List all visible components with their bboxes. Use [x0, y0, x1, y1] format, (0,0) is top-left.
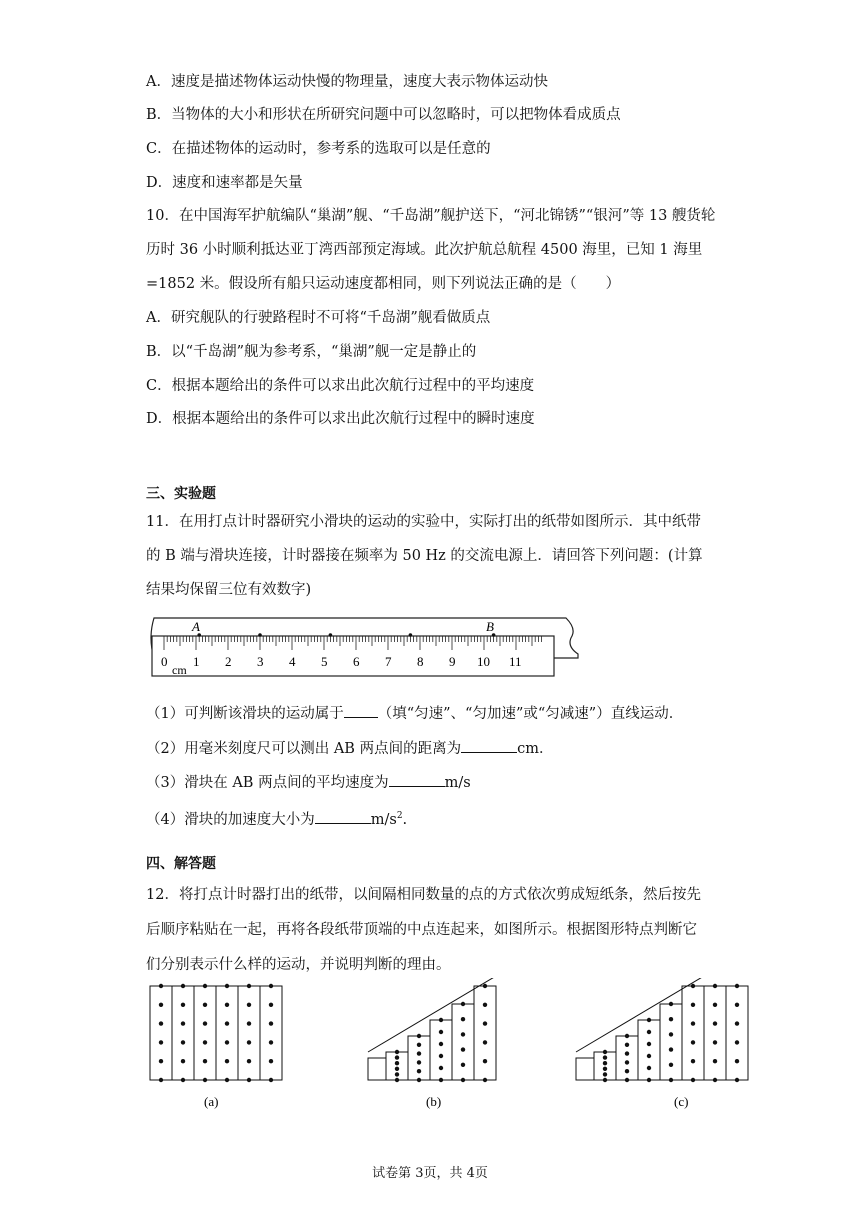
q9-option-b: B．当物体的大小和形状在所研究问题中可以忽略时，可以把物体看成质点 [146, 107, 621, 123]
ruler-unit-label: cm [172, 663, 187, 677]
tape-strip [408, 1036, 430, 1080]
tape-dot [625, 1078, 629, 1082]
tape-dot [439, 1066, 443, 1070]
q10-option-c: C．根据本题给出的条件可以求出此次航行过程中的平均速度 [146, 378, 535, 394]
tape-dot [735, 1040, 739, 1044]
tape-dot [483, 1021, 487, 1025]
tape-dot [225, 1059, 229, 1063]
point-a-label: A [192, 619, 200, 634]
tape-dot [713, 984, 717, 988]
q9-option-c: C．在描述物体的运动时，参考系的选取可以是任意的 [146, 141, 491, 157]
q11-sub4-sup: 2 [396, 811, 403, 821]
tape-strip [474, 986, 496, 1080]
tape-dot [247, 984, 251, 988]
tape-dot [735, 1003, 739, 1007]
q11-sub4-end: . [402, 811, 408, 828]
tape-dot [269, 1003, 273, 1007]
ruler-number: 4 [289, 654, 296, 669]
q11-stem-line3: 结果均保留三位有效数字) [146, 582, 312, 598]
tape-dot [225, 1040, 229, 1044]
tape-dot [669, 1063, 673, 1067]
tape-dot [603, 1050, 607, 1054]
q11-sub2-pre: （2）用毫米刻度尺可以测出 AB 两点间的距离为 [146, 741, 462, 757]
q11-sub3 [146, 772, 471, 793]
tape-dot [713, 1021, 717, 1025]
tape-dot [417, 1060, 421, 1064]
tape-dot [159, 1003, 163, 1007]
ruler-number: 9 [449, 654, 456, 669]
ruler-number: 11 [509, 654, 522, 669]
figure-a-label: (a) [204, 1094, 219, 1109]
tape-dot [439, 1018, 443, 1022]
tape-dot [647, 1042, 651, 1046]
tape-dot [395, 1050, 399, 1054]
q11-stem-line2: 的 B 端与滑块连接，计时器接在频率为 50 Hz 的交流电源上．请回答下列问题：(计算 [146, 548, 703, 564]
q12-stem-line1: 12．将打点计时器打出的纸带，以间隔相同数量的点的方式依次剪成短纸条，然后按先 [146, 887, 701, 903]
tape-dot [159, 1059, 163, 1063]
answer-blank-4[interactable] [315, 809, 371, 824]
q11-sub1 [146, 703, 683, 724]
tape-dot [417, 1043, 421, 1047]
tape-strip [452, 1004, 474, 1080]
tape-dot [691, 1003, 695, 1007]
q10-option-a: A．研究舰队的行驶路程时不可将“千岛湖”舰看做质点 [146, 310, 491, 326]
tape-dot [461, 1063, 465, 1067]
page-footer: 试卷第 3页，共 4页 [372, 1166, 488, 1181]
tape-dot [409, 633, 413, 637]
tape-dot [713, 1059, 717, 1063]
tape-dot [247, 1040, 251, 1044]
tape-dot [691, 1078, 695, 1082]
tape-dot [247, 1003, 251, 1007]
tape-strip [638, 1020, 660, 1080]
tape-dot [669, 1032, 673, 1036]
q11-sub3-post: m/s [444, 775, 471, 791]
tape-dot [603, 1055, 607, 1059]
tape-strip [576, 1058, 594, 1080]
tape-dot [603, 1072, 607, 1076]
ruler-number: 3 [257, 654, 264, 669]
tape-dot [603, 1067, 607, 1071]
figure-c [576, 978, 748, 1082]
tape-dot [203, 1078, 207, 1082]
ruler-number: 8 [417, 654, 424, 669]
tape-dot [269, 1040, 273, 1044]
q10-option-d: D．根据本题给出的条件可以求出此次航行过程中的瞬时速度 [146, 411, 535, 427]
tape-dot [625, 1034, 629, 1038]
tape-dot [647, 1018, 651, 1022]
ruler-number: 2 [225, 654, 232, 669]
tape-dot [439, 1054, 443, 1058]
tape-strip [216, 986, 238, 1080]
tape-figures [140, 978, 780, 1118]
tape-dot [203, 1021, 207, 1025]
tape-dot [691, 1059, 695, 1063]
ruler-number: 10 [477, 654, 490, 669]
ruler-number: 1 [193, 654, 200, 669]
tape-dot [483, 1003, 487, 1007]
tape-dot [181, 1059, 185, 1063]
tape-dot [395, 1055, 399, 1059]
tape-dot [713, 1003, 717, 1007]
q11-sub4-unit: m/s [370, 811, 397, 828]
ruler-number: 0 [161, 654, 168, 669]
tape-dot [439, 1042, 443, 1046]
tape-dot [461, 1047, 465, 1051]
answer-blank-2[interactable] [461, 738, 517, 753]
tape-dot [225, 1003, 229, 1007]
tape-dot [735, 1021, 739, 1025]
tape-dot [625, 1060, 629, 1064]
tape-dot [483, 984, 487, 988]
q11-sub1-post: （填“匀速”、“匀加速”或“匀减速”）直线运动． [377, 706, 684, 722]
tape-dot [417, 1069, 421, 1073]
tape-dot [181, 1003, 185, 1007]
tape-dot [417, 1078, 421, 1082]
figure-a [150, 984, 282, 1082]
q11-sub2-post: cm． [517, 741, 554, 757]
tape-dot [603, 1061, 607, 1065]
tape-dot [625, 1069, 629, 1073]
tape-dot [269, 1078, 273, 1082]
q12-stem-line3: 们分别表示什么样的运动，并说明判断的理由。 [146, 957, 451, 973]
tape-dot [269, 1059, 273, 1063]
ruler-number: 7 [385, 654, 392, 669]
tape-dot [735, 984, 739, 988]
tape-dot [647, 1030, 651, 1034]
answer-blank-3[interactable] [389, 772, 445, 787]
tape-strip [172, 986, 194, 1080]
tape-dot [159, 1021, 163, 1025]
tape-dot [691, 1021, 695, 1025]
tape-dot [461, 1017, 465, 1021]
tape-dot [159, 1078, 163, 1082]
q10-stem-line3: =1852 米。假设所有船只运动速度都相同，则下列说法正确的是（ ） [146, 276, 621, 292]
ruler-number: 6 [353, 654, 360, 669]
tape-strip [660, 1004, 682, 1080]
tape-dot [181, 984, 185, 988]
tape-strip [368, 1058, 386, 1080]
tape-dot [181, 1021, 185, 1025]
q11-sub2 [146, 738, 553, 759]
tape-strip [150, 986, 172, 1080]
tape-strip [704, 986, 726, 1080]
tape-strip [726, 986, 748, 1080]
tape-dot [159, 984, 163, 988]
answer-blank-1[interactable] [344, 703, 378, 718]
tape-dot [203, 1040, 207, 1044]
tape-dot [247, 1078, 251, 1082]
tape-dot [417, 1051, 421, 1055]
tape-dot [439, 1030, 443, 1034]
tape-dot [159, 1040, 163, 1044]
q9-option-d: D．速度和速率都是矢量 [146, 175, 303, 191]
tape-dot [395, 1078, 399, 1082]
q11-sub1-pre: （1）可判断该滑块的运动属于 [146, 706, 344, 722]
tape-dot [483, 1078, 487, 1082]
tape-dot [713, 1078, 717, 1082]
tape-dot [461, 1032, 465, 1036]
tape-dot [691, 1040, 695, 1044]
tape-dot [181, 1040, 185, 1044]
q10-stem-line1: 10．在中国海军护航编队“巢湖”舰、“千岛湖”舰护送下，“河北锦锈”“银河”等 13 艘货轮 [146, 208, 716, 224]
tape-dot [395, 1061, 399, 1065]
tape-dot [647, 1054, 651, 1058]
tape-dot [461, 1002, 465, 1006]
section-heading-solution: 四、解答题 [146, 856, 216, 872]
tape-dot [203, 1059, 207, 1063]
q10-option-b: B．以“千岛湖”舰为参考系，“巢湖”舰一定是静止的 [146, 344, 477, 360]
tape-dot [203, 984, 207, 988]
tape-dot [417, 1034, 421, 1038]
tape-dot [269, 984, 273, 988]
tape-dot [735, 1059, 739, 1063]
ruler-number: 5 [321, 654, 328, 669]
tape-dot [735, 1078, 739, 1082]
tape-dot [483, 1059, 487, 1063]
tape-dot [225, 1021, 229, 1025]
ruler-tape-figure [146, 614, 586, 682]
tape-dot [225, 1078, 229, 1082]
tape-dot [625, 1051, 629, 1055]
q11-sub4 [146, 806, 407, 830]
point-b-label: B [486, 619, 494, 634]
tape-dot [395, 1072, 399, 1076]
q9-option-a: A．速度是描述物体运动快慢的物理量，速度大表示物体运动快 [146, 74, 548, 90]
tape-strip [616, 1036, 638, 1080]
tape-dot [269, 1021, 273, 1025]
tape-strip [260, 986, 282, 1080]
tape-dot [625, 1043, 629, 1047]
tape-dot [669, 1078, 673, 1082]
tape-dot [669, 1002, 673, 1006]
tape-dot [713, 1040, 717, 1044]
tape-dot [669, 1047, 673, 1051]
tape-dot [669, 1017, 673, 1021]
tape-dot [247, 1059, 251, 1063]
tape-dot [691, 984, 695, 988]
tape-strip [238, 986, 260, 1080]
tape-dot [181, 1078, 185, 1082]
tape-dot [647, 1078, 651, 1082]
q11-stem-line1: 11．在用打点计时器研究小滑块的运动的实验中，实际打出的纸带如图所示．其中纸带 [146, 514, 701, 530]
tape-dot [647, 1066, 651, 1070]
tape-strip [430, 1020, 452, 1080]
tape-dot [203, 1003, 207, 1007]
figure-c-label: (c) [674, 1094, 689, 1109]
q12-stem-line2: 后顺序粘贴在一起，再将各段纸带顶端的中点连起来，如图所示。根据图形特点判断它 [146, 922, 697, 938]
tape-strip [194, 986, 216, 1080]
tape-dot [461, 1078, 465, 1082]
tape-strip [682, 986, 704, 1080]
q10-stem-line2: 历时 36 小时顺利抵达亚丁湾西部预定海域。此次护航总航程 4500 海里，已知 1 海里 [146, 242, 703, 258]
tape-dot [225, 984, 229, 988]
tape-dot [247, 1021, 251, 1025]
q11-sub3-pre: （3）滑块在 AB 两点间的平均速度为 [146, 775, 389, 791]
tape-dot [395, 1067, 399, 1071]
figure-b-label: (b) [426, 1094, 442, 1109]
tape-dot [603, 1078, 607, 1082]
tape-dot [483, 1040, 487, 1044]
tape-dot [329, 633, 333, 637]
section-heading-experiment: 三、实验题 [146, 486, 216, 502]
q11-sub4-pre: （4）滑块的加速度大小为 [146, 811, 315, 828]
figure-b [368, 978, 496, 1082]
tape-dot [439, 1078, 443, 1082]
tape-dot [258, 633, 262, 637]
